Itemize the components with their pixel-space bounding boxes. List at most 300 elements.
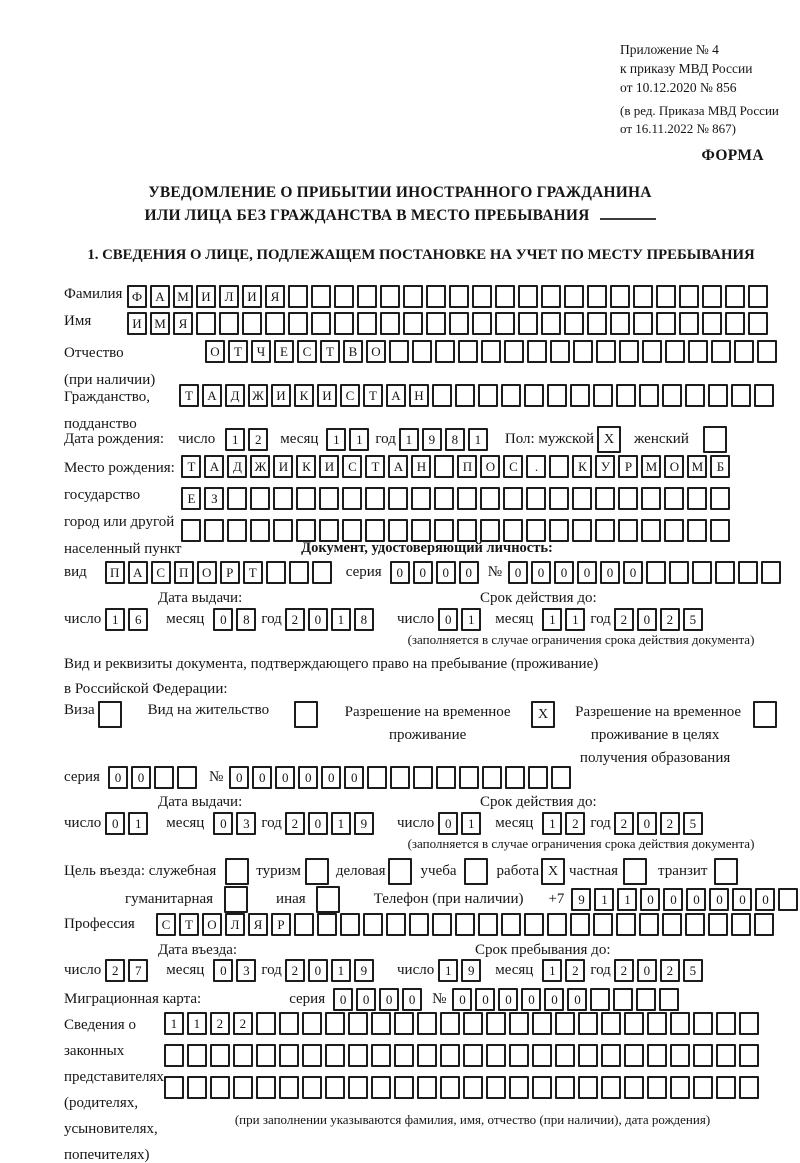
char-cell[interactable] <box>371 1044 391 1067</box>
char-cell[interactable]: Б <box>710 455 730 478</box>
char-cell[interactable] <box>647 1044 667 1067</box>
char-cell[interactable]: 1 <box>461 812 481 835</box>
char-cell[interactable] <box>555 1012 575 1035</box>
char-cell[interactable]: Т <box>320 340 340 363</box>
char-cell[interactable] <box>357 285 377 308</box>
char-cell[interactable]: О <box>480 455 500 478</box>
char-cell[interactable]: Н <box>411 455 431 478</box>
char-cell[interactable] <box>472 312 492 335</box>
char-cell[interactable]: П <box>105 561 125 584</box>
char-cell[interactable] <box>266 561 286 584</box>
char-cell[interactable] <box>555 1044 575 1067</box>
char-cell[interactable] <box>296 487 316 510</box>
char-cell[interactable] <box>394 1076 414 1099</box>
char-cell[interactable]: 2 <box>105 959 125 982</box>
char-cell[interactable] <box>463 1076 483 1099</box>
char-cell[interactable]: К <box>294 384 314 407</box>
char-cell[interactable] <box>564 312 584 335</box>
char-cell[interactable] <box>440 1012 460 1035</box>
char-cell[interactable] <box>181 519 201 542</box>
char-cell[interactable] <box>662 384 682 407</box>
char-cell[interactable] <box>371 1076 391 1099</box>
char-cell[interactable]: 1 <box>399 428 419 451</box>
char-cell[interactable]: Р <box>271 913 291 936</box>
char-cell[interactable]: 1 <box>542 608 562 631</box>
char-cell[interactable] <box>702 285 722 308</box>
char-cell[interactable] <box>501 384 521 407</box>
char-cell[interactable] <box>518 285 538 308</box>
char-cell[interactable] <box>613 988 633 1011</box>
char-cell[interactable] <box>624 1044 644 1067</box>
char-cell[interactable] <box>434 519 454 542</box>
temp-residence-checkbox[interactable]: X <box>531 701 555 728</box>
char-cell[interactable]: 2 <box>285 959 305 982</box>
char-cell[interactable] <box>256 1044 276 1067</box>
char-cell[interactable]: 0 <box>623 561 643 584</box>
char-cell[interactable]: И <box>271 384 291 407</box>
purpose-other-checkbox[interactable] <box>316 886 340 913</box>
char-cell[interactable] <box>417 1012 437 1035</box>
char-cell[interactable] <box>457 519 477 542</box>
char-cell[interactable]: Т <box>243 561 263 584</box>
char-cell[interactable]: . <box>526 455 546 478</box>
purpose-tourism-checkbox[interactable] <box>305 858 329 885</box>
char-cell[interactable]: М <box>173 285 193 308</box>
char-cell[interactable] <box>219 312 239 335</box>
char-cell[interactable]: М <box>641 455 661 478</box>
char-cell[interactable]: 0 <box>475 988 495 1011</box>
char-cell[interactable] <box>670 1044 690 1067</box>
char-cell[interactable] <box>665 340 685 363</box>
char-cell[interactable] <box>739 1012 759 1035</box>
char-cell[interactable]: 0 <box>333 988 353 1011</box>
char-cell[interactable]: У <box>595 455 615 478</box>
char-cell[interactable]: О <box>664 455 684 478</box>
char-cell[interactable] <box>342 487 362 510</box>
char-cell[interactable]: 2 <box>285 812 305 835</box>
char-cell[interactable] <box>731 384 751 407</box>
char-cell[interactable] <box>601 1044 621 1067</box>
residence-permit-checkbox[interactable] <box>294 701 318 728</box>
char-cell[interactable] <box>409 913 429 936</box>
char-cell[interactable] <box>716 1044 736 1067</box>
char-cell[interactable]: Я <box>173 312 193 335</box>
char-cell[interactable] <box>478 913 498 936</box>
char-cell[interactable]: 0 <box>709 888 729 911</box>
char-cell[interactable] <box>386 913 406 936</box>
char-cell[interactable]: Ж <box>248 384 268 407</box>
char-cell[interactable] <box>279 1076 299 1099</box>
char-cell[interactable] <box>596 340 616 363</box>
char-cell[interactable] <box>551 766 571 789</box>
char-cell[interactable]: 0 <box>544 988 564 1011</box>
purpose-humanitarian-checkbox[interactable] <box>224 886 248 913</box>
char-cell[interactable]: 1 <box>331 959 351 982</box>
char-cell[interactable] <box>754 913 774 936</box>
char-cell[interactable]: 2 <box>233 1012 253 1035</box>
char-cell[interactable] <box>478 384 498 407</box>
char-cell[interactable]: 0 <box>436 561 456 584</box>
char-cell[interactable]: О <box>202 913 222 936</box>
char-cell[interactable] <box>463 1044 483 1067</box>
char-cell[interactable] <box>656 312 676 335</box>
char-cell[interactable] <box>457 487 477 510</box>
char-cell[interactable]: 5 <box>683 812 703 835</box>
char-cell[interactable] <box>334 312 354 335</box>
char-cell[interactable] <box>601 1076 621 1099</box>
char-cell[interactable] <box>662 913 682 936</box>
char-cell[interactable] <box>334 285 354 308</box>
char-cell[interactable] <box>389 340 409 363</box>
char-cell[interactable] <box>636 988 656 1011</box>
char-cell[interactable]: 1 <box>468 428 488 451</box>
char-cell[interactable]: С <box>340 384 360 407</box>
char-cell[interactable] <box>357 312 377 335</box>
char-cell[interactable] <box>435 340 455 363</box>
char-cell[interactable] <box>687 487 707 510</box>
char-cell[interactable] <box>532 1076 552 1099</box>
char-cell[interactable] <box>317 913 337 936</box>
purpose-business-checkbox[interactable] <box>388 858 412 885</box>
char-cell[interactable] <box>725 285 745 308</box>
char-cell[interactable] <box>639 913 659 936</box>
char-cell[interactable]: 1 <box>565 608 585 631</box>
char-cell[interactable] <box>256 1076 276 1099</box>
char-cell[interactable]: З <box>204 487 224 510</box>
char-cell[interactable] <box>532 1044 552 1067</box>
char-cell[interactable] <box>725 312 745 335</box>
char-cell[interactable] <box>403 312 423 335</box>
char-cell[interactable] <box>692 561 712 584</box>
char-cell[interactable] <box>532 1012 552 1035</box>
char-cell[interactable] <box>641 519 661 542</box>
char-cell[interactable] <box>312 561 332 584</box>
char-cell[interactable]: 2 <box>614 959 634 982</box>
char-cell[interactable] <box>509 1012 529 1035</box>
char-cell[interactable] <box>302 1076 322 1099</box>
char-cell[interactable] <box>187 1044 207 1067</box>
char-cell[interactable] <box>748 312 768 335</box>
char-cell[interactable] <box>633 312 653 335</box>
char-cell[interactable]: 0 <box>663 888 683 911</box>
char-cell[interactable]: 2 <box>660 812 680 835</box>
char-cell[interactable] <box>250 487 270 510</box>
char-cell[interactable] <box>570 384 590 407</box>
char-cell[interactable] <box>495 312 515 335</box>
char-cell[interactable] <box>434 487 454 510</box>
char-cell[interactable]: С <box>151 561 171 584</box>
char-cell[interactable]: 8 <box>354 608 374 631</box>
char-cell[interactable]: Т <box>181 455 201 478</box>
char-cell[interactable]: 0 <box>390 561 410 584</box>
char-cell[interactable] <box>587 285 607 308</box>
char-cell[interactable] <box>518 312 538 335</box>
char-cell[interactable]: В <box>343 340 363 363</box>
char-cell[interactable]: 0 <box>637 959 657 982</box>
char-cell[interactable] <box>624 1012 644 1035</box>
temp-residence-education-checkbox[interactable] <box>753 701 777 728</box>
char-cell[interactable]: 0 <box>459 561 479 584</box>
char-cell[interactable]: Я <box>265 285 285 308</box>
char-cell[interactable] <box>319 519 339 542</box>
char-cell[interactable]: 0 <box>213 959 233 982</box>
char-cell[interactable] <box>642 340 662 363</box>
char-cell[interactable] <box>432 384 452 407</box>
char-cell[interactable] <box>458 340 478 363</box>
char-cell[interactable]: 0 <box>213 608 233 631</box>
char-cell[interactable]: 8 <box>236 608 256 631</box>
char-cell[interactable] <box>412 340 432 363</box>
char-cell[interactable] <box>748 285 768 308</box>
char-cell[interactable] <box>455 913 475 936</box>
char-cell[interactable] <box>279 1044 299 1067</box>
char-cell[interactable] <box>279 1012 299 1035</box>
char-cell[interactable] <box>616 913 636 936</box>
char-cell[interactable] <box>716 1076 736 1099</box>
char-cell[interactable] <box>757 340 777 363</box>
char-cell[interactable]: Ч <box>251 340 271 363</box>
char-cell[interactable]: 6 <box>128 608 148 631</box>
char-cell[interactable]: Е <box>181 487 201 510</box>
char-cell[interactable] <box>687 519 707 542</box>
char-cell[interactable] <box>509 1044 529 1067</box>
char-cell[interactable] <box>348 1076 368 1099</box>
char-cell[interactable] <box>413 766 433 789</box>
char-cell[interactable]: 5 <box>683 959 703 982</box>
char-cell[interactable] <box>587 312 607 335</box>
char-cell[interactable]: 0 <box>755 888 775 911</box>
char-cell[interactable]: 9 <box>571 888 591 911</box>
char-cell[interactable]: П <box>174 561 194 584</box>
char-cell[interactable] <box>480 519 500 542</box>
char-cell[interactable] <box>710 519 730 542</box>
char-cell[interactable] <box>486 1012 506 1035</box>
char-cell[interactable]: Р <box>220 561 240 584</box>
char-cell[interactable]: 0 <box>438 608 458 631</box>
char-cell[interactable]: 0 <box>577 561 597 584</box>
char-cell[interactable] <box>688 340 708 363</box>
char-cell[interactable] <box>550 340 570 363</box>
char-cell[interactable]: 1 <box>331 812 351 835</box>
char-cell[interactable] <box>647 1076 667 1099</box>
char-cell[interactable] <box>455 384 475 407</box>
char-cell[interactable]: 1 <box>105 608 125 631</box>
char-cell[interactable]: 2 <box>614 608 634 631</box>
char-cell[interactable]: 7 <box>128 959 148 982</box>
char-cell[interactable]: Я <box>248 913 268 936</box>
char-cell[interactable] <box>761 561 781 584</box>
char-cell[interactable] <box>595 487 615 510</box>
char-cell[interactable]: 0 <box>356 988 376 1011</box>
char-cell[interactable] <box>256 1012 276 1035</box>
char-cell[interactable]: 0 <box>732 888 752 911</box>
char-cell[interactable]: 0 <box>308 608 328 631</box>
char-cell[interactable] <box>426 285 446 308</box>
char-cell[interactable] <box>710 487 730 510</box>
char-cell[interactable]: 8 <box>445 428 465 451</box>
char-cell[interactable] <box>659 988 679 1011</box>
char-cell[interactable]: 2 <box>660 959 680 982</box>
char-cell[interactable] <box>547 913 567 936</box>
char-cell[interactable] <box>380 285 400 308</box>
char-cell[interactable]: 1 <box>187 1012 207 1035</box>
char-cell[interactable] <box>365 487 385 510</box>
char-cell[interactable]: А <box>202 384 222 407</box>
char-cell[interactable]: 1 <box>225 428 245 451</box>
char-cell[interactable] <box>711 340 731 363</box>
char-cell[interactable] <box>754 384 774 407</box>
char-cell[interactable]: Ф <box>127 285 147 308</box>
char-cell[interactable]: 0 <box>229 766 249 789</box>
char-cell[interactable]: 1 <box>164 1012 184 1035</box>
char-cell[interactable] <box>486 1076 506 1099</box>
char-cell[interactable] <box>639 384 659 407</box>
char-cell[interactable] <box>693 1076 713 1099</box>
char-cell[interactable]: Т <box>179 384 199 407</box>
char-cell[interactable]: 0 <box>308 812 328 835</box>
char-cell[interactable] <box>463 1012 483 1035</box>
char-cell[interactable] <box>646 561 666 584</box>
char-cell[interactable]: С <box>297 340 317 363</box>
char-cell[interactable] <box>505 766 525 789</box>
char-cell[interactable] <box>526 519 546 542</box>
char-cell[interactable] <box>296 519 316 542</box>
char-cell[interactable] <box>610 285 630 308</box>
char-cell[interactable]: 2 <box>614 812 634 835</box>
char-cell[interactable] <box>572 487 592 510</box>
char-cell[interactable]: 3 <box>236 812 256 835</box>
char-cell[interactable] <box>289 561 309 584</box>
char-cell[interactable]: 1 <box>438 959 458 982</box>
char-cell[interactable] <box>440 1076 460 1099</box>
char-cell[interactable] <box>164 1076 184 1099</box>
female-sex-checkbox[interactable] <box>703 426 727 453</box>
char-cell[interactable] <box>363 913 383 936</box>
char-cell[interactable]: П <box>457 455 477 478</box>
char-cell[interactable]: Л <box>219 285 239 308</box>
char-cell[interactable]: И <box>317 384 337 407</box>
char-cell[interactable] <box>708 913 728 936</box>
purpose-work-checkbox[interactable]: X <box>541 858 565 885</box>
char-cell[interactable] <box>670 1012 690 1035</box>
char-cell[interactable]: Р <box>618 455 638 478</box>
char-cell[interactable]: 0 <box>686 888 706 911</box>
char-cell[interactable] <box>196 312 216 335</box>
char-cell[interactable]: 1 <box>594 888 614 911</box>
male-sex-checkbox[interactable]: X <box>597 426 621 453</box>
char-cell[interactable]: О <box>366 340 386 363</box>
char-cell[interactable] <box>164 1044 184 1067</box>
char-cell[interactable] <box>501 913 521 936</box>
char-cell[interactable]: 5 <box>683 608 703 631</box>
char-cell[interactable]: 1 <box>542 959 562 982</box>
char-cell[interactable] <box>380 312 400 335</box>
char-cell[interactable]: С <box>342 455 362 478</box>
char-cell[interactable] <box>227 519 247 542</box>
char-cell[interactable] <box>541 312 561 335</box>
char-cell[interactable] <box>731 913 751 936</box>
char-cell[interactable] <box>394 1044 414 1067</box>
char-cell[interactable]: 1 <box>331 608 351 631</box>
char-cell[interactable]: 9 <box>354 959 374 982</box>
purpose-private-checkbox[interactable] <box>623 858 647 885</box>
char-cell[interactable]: 0 <box>637 608 657 631</box>
char-cell[interactable] <box>610 312 630 335</box>
char-cell[interactable] <box>528 766 548 789</box>
char-cell[interactable]: 2 <box>660 608 680 631</box>
char-cell[interactable] <box>417 1044 437 1067</box>
char-cell[interactable]: 1 <box>326 428 346 451</box>
visa-checkbox[interactable] <box>98 701 122 728</box>
char-cell[interactable] <box>541 285 561 308</box>
char-cell[interactable] <box>436 766 456 789</box>
char-cell[interactable] <box>288 312 308 335</box>
char-cell[interactable] <box>273 519 293 542</box>
char-cell[interactable]: 0 <box>252 766 272 789</box>
char-cell[interactable] <box>679 312 699 335</box>
char-cell[interactable] <box>348 1044 368 1067</box>
char-cell[interactable] <box>593 384 613 407</box>
char-cell[interactable]: И <box>242 285 262 308</box>
char-cell[interactable] <box>595 519 615 542</box>
char-cell[interactable] <box>388 519 408 542</box>
char-cell[interactable]: 0 <box>131 766 151 789</box>
char-cell[interactable]: 2 <box>565 812 585 835</box>
char-cell[interactable] <box>294 913 314 936</box>
char-cell[interactable] <box>367 766 387 789</box>
char-cell[interactable]: 0 <box>298 766 318 789</box>
char-cell[interactable] <box>390 766 410 789</box>
char-cell[interactable]: О <box>197 561 217 584</box>
char-cell[interactable] <box>325 1012 345 1035</box>
char-cell[interactable]: И <box>127 312 147 335</box>
char-cell[interactable] <box>734 340 754 363</box>
char-cell[interactable]: 0 <box>637 812 657 835</box>
char-cell[interactable]: Л <box>225 913 245 936</box>
char-cell[interactable] <box>618 519 638 542</box>
char-cell[interactable]: Е <box>274 340 294 363</box>
char-cell[interactable]: И <box>196 285 216 308</box>
char-cell[interactable]: 0 <box>321 766 341 789</box>
char-cell[interactable]: Т <box>228 340 248 363</box>
char-cell[interactable] <box>242 312 262 335</box>
char-cell[interactable] <box>265 312 285 335</box>
char-cell[interactable] <box>693 1012 713 1035</box>
char-cell[interactable] <box>503 487 523 510</box>
char-cell[interactable] <box>449 312 469 335</box>
char-cell[interactable] <box>449 285 469 308</box>
char-cell[interactable]: 0 <box>452 988 472 1011</box>
char-cell[interactable] <box>348 1012 368 1035</box>
char-cell[interactable] <box>302 1012 322 1035</box>
char-cell[interactable]: 0 <box>213 812 233 835</box>
char-cell[interactable] <box>319 487 339 510</box>
char-cell[interactable]: 0 <box>640 888 660 911</box>
char-cell[interactable] <box>708 384 728 407</box>
char-cell[interactable]: М <box>687 455 707 478</box>
char-cell[interactable]: Н <box>409 384 429 407</box>
char-cell[interactable]: А <box>388 455 408 478</box>
char-cell[interactable] <box>486 1044 506 1067</box>
char-cell[interactable] <box>716 1012 736 1035</box>
char-cell[interactable]: 0 <box>308 959 328 982</box>
char-cell[interactable] <box>647 1012 667 1035</box>
char-cell[interactable] <box>480 487 500 510</box>
char-cell[interactable]: К <box>296 455 316 478</box>
char-cell[interactable] <box>573 340 593 363</box>
char-cell[interactable]: 2 <box>285 608 305 631</box>
char-cell[interactable] <box>601 1012 621 1035</box>
